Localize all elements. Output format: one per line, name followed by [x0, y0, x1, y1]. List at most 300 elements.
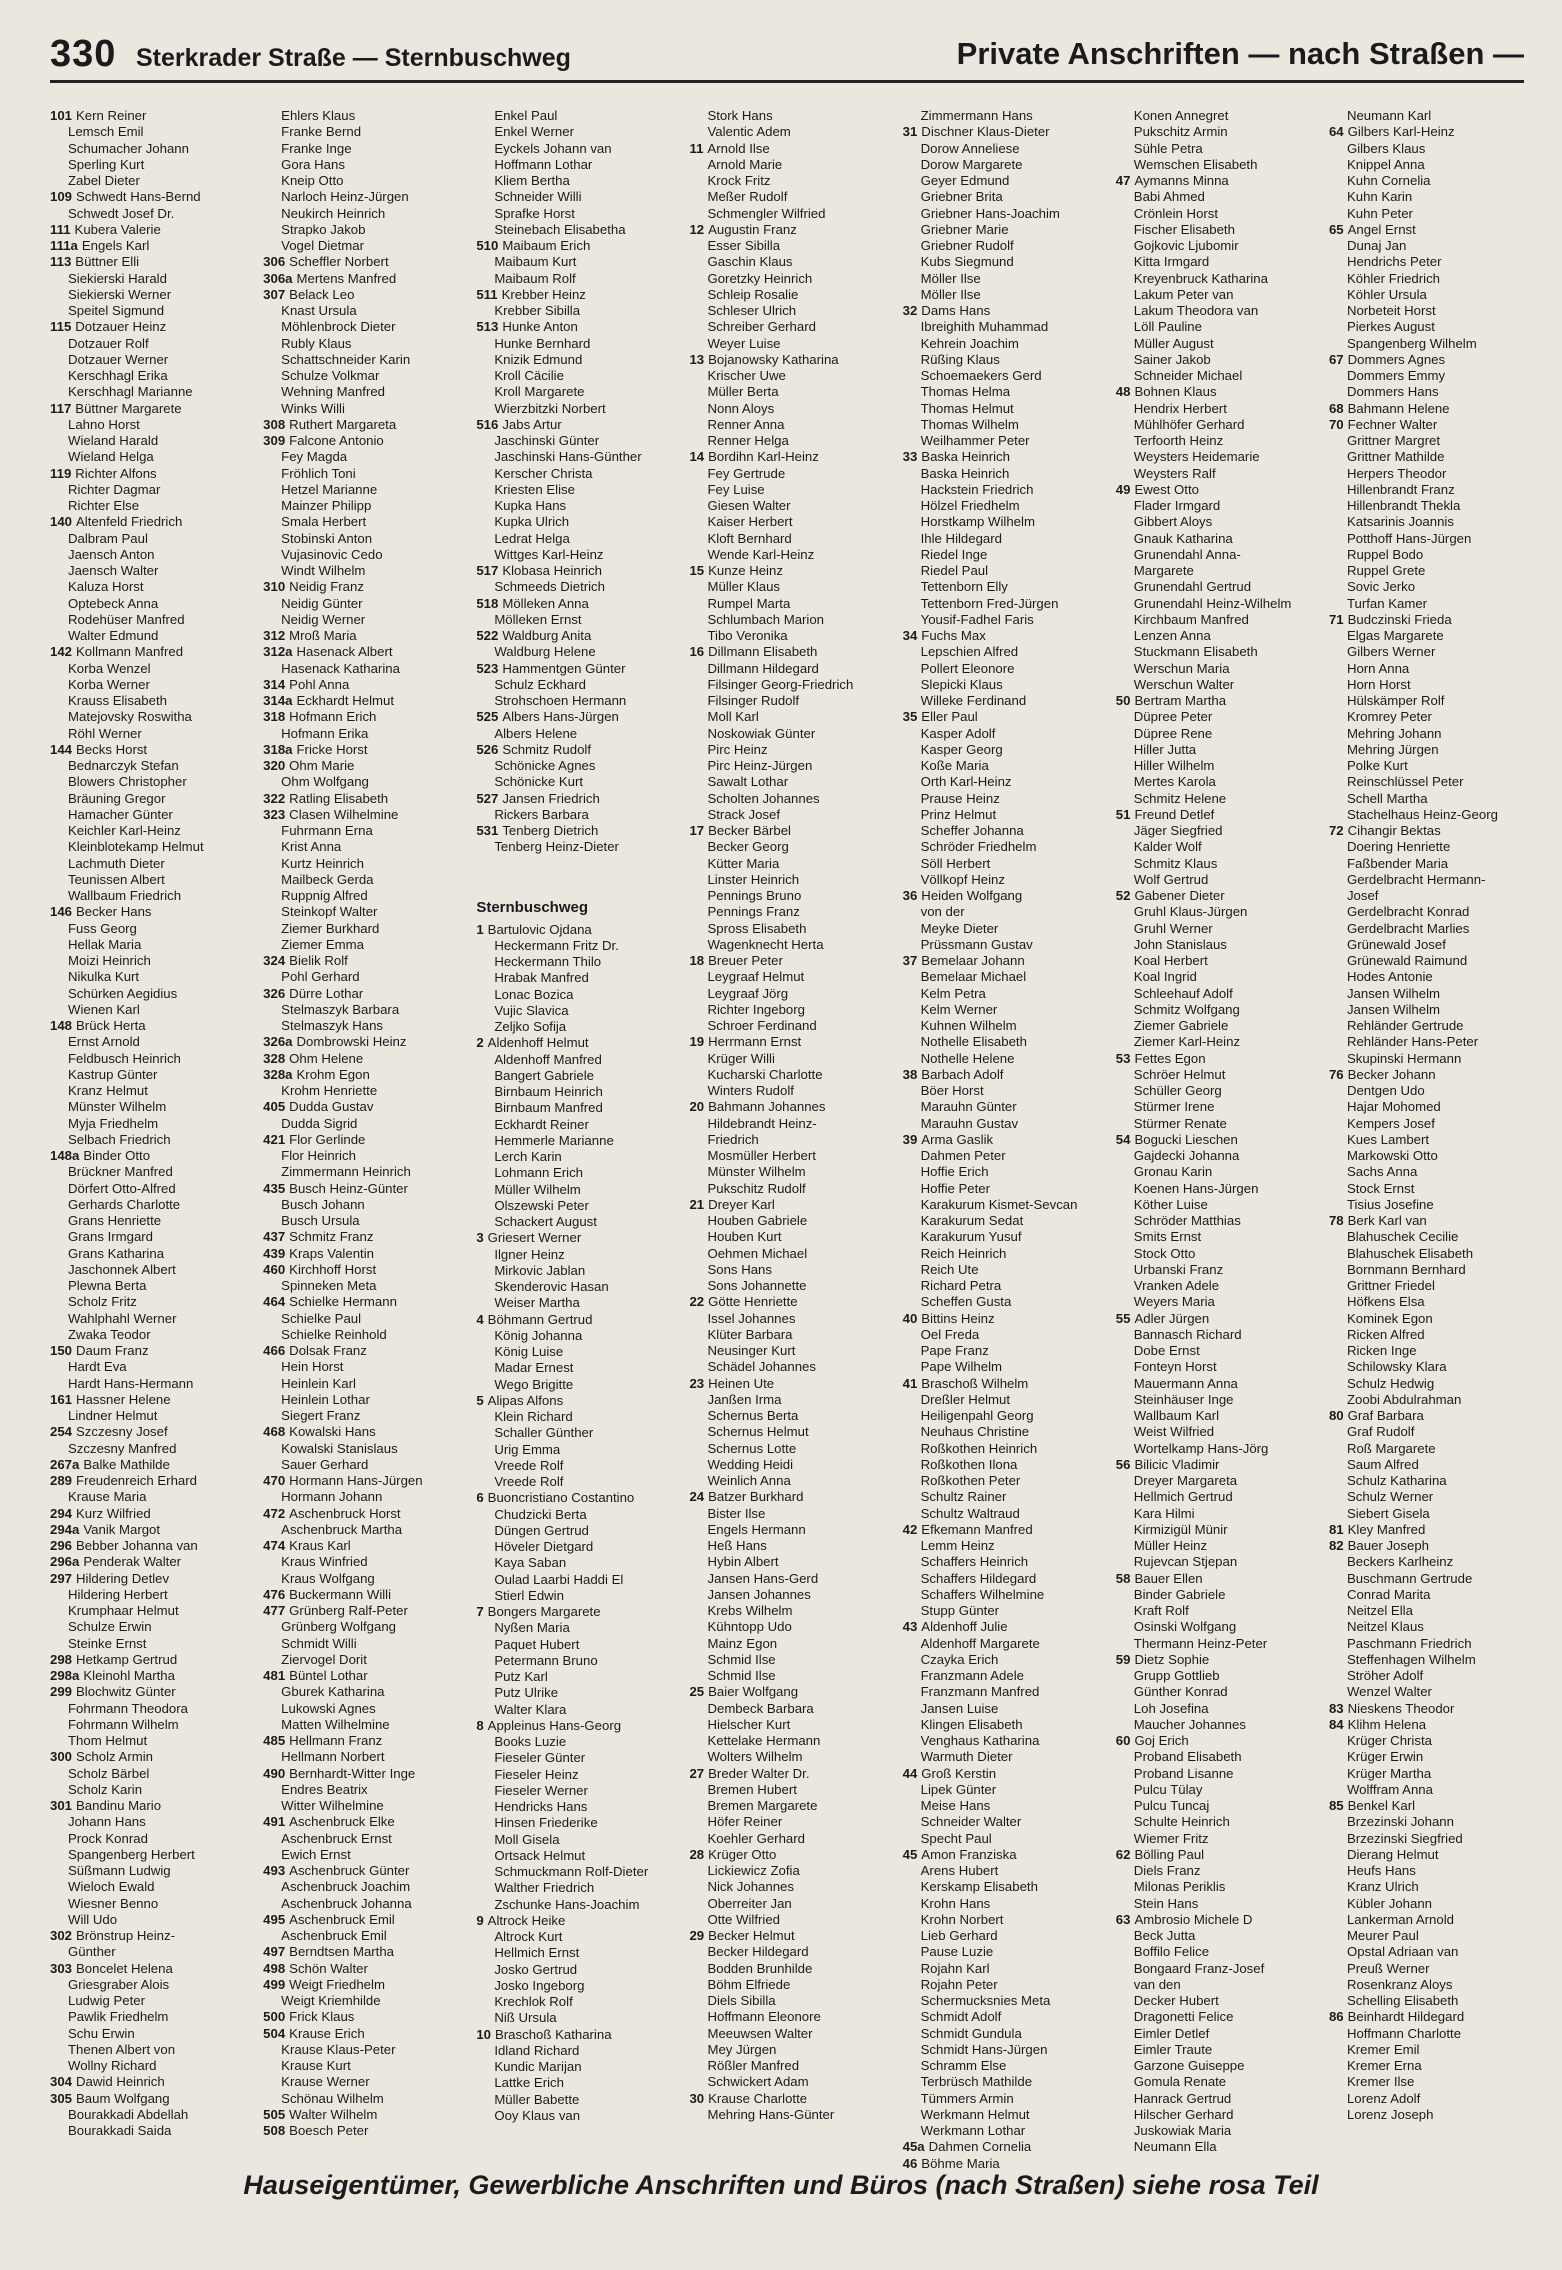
resident-entry: Altrock Kurt	[494, 1929, 563, 1944]
resident-entry: Hielscher Kurt	[707, 1716, 791, 1732]
resident-entry: 513 Hunke Anton	[476, 319, 578, 335]
resident-entry: Schernus Berta	[707, 1408, 799, 1423]
resident-entry: Pape Franz	[920, 1343, 989, 1358]
house-number: 47	[1115, 173, 1131, 188]
resident-entry: Diels Franz	[1133, 1863, 1201, 1878]
resident-entry: Krause Werner	[281, 2074, 370, 2090]
house-number: 323	[263, 806, 286, 822]
house-number: 10	[476, 2026, 491, 2042]
resident-entry: 497 Berndtsen Martha	[263, 1944, 394, 1960]
resident-entry: Schernus Helmut	[707, 1424, 809, 1440]
resident-entry: Kühntopp Udo	[707, 1619, 792, 1635]
resident-entry: 46 Böhme Maria	[902, 2155, 1000, 2171]
resident-entry: Geyer Edmund	[920, 173, 1010, 188]
resident-entry: Idland Richard	[494, 2042, 580, 2058]
resident-entry: Jaschinski Hans-Günther	[494, 449, 642, 465]
resident-entry: Petermann Bruno	[494, 1652, 598, 1668]
resident-entry: 472 Aschenbruck Horst	[263, 1505, 401, 1521]
resident-entry: Gomula Renate	[1133, 2074, 1227, 2090]
resident-entry: Aschenbruck Emil	[281, 1928, 387, 1943]
resident-entry: Höveler Dietgard	[494, 1539, 594, 1554]
resident-entry: Ströher Adolf	[1346, 1668, 1424, 1683]
resident-entry: Krause Kurt	[281, 2058, 351, 2073]
resident-entry: Wolffram Anna	[1346, 1781, 1433, 1797]
resident-entry: Garzone Guiseppe	[1133, 2058, 1245, 2073]
resident-entry: Koenen Hans-Jürgen	[1133, 1180, 1259, 1196]
resident-entry: Wieland Harald	[68, 433, 159, 448]
resident-entry: Kerschhagl Marianne	[68, 384, 193, 400]
resident-entry: Schönicke Agnes	[494, 758, 596, 773]
resident-entry: Strack Josef	[707, 806, 781, 822]
resident-entry: König Luise	[494, 1344, 564, 1359]
resident-entry: Knast Ursula	[281, 303, 357, 318]
resident-entry: 531 Tenberg Dietrich	[476, 823, 599, 838]
resident-entry: Weigt Kriemhilde	[281, 1993, 381, 2008]
resident-entry: Bremen Hubert	[707, 1781, 797, 1797]
resident-entry: Krock Fritz	[707, 173, 771, 188]
resident-entry: Lukowski Agnes	[281, 1700, 376, 1716]
house-number: 314	[263, 676, 286, 692]
resident-entry: Lieb Gerhard	[920, 1928, 998, 1943]
resident-entry: Hoffmann Eleonore	[707, 2009, 821, 2025]
resident-entry: Walther Friedrich	[494, 1880, 595, 1896]
resident-entry: Dembeck Barbara	[707, 1700, 814, 1716]
resident-entry: Specht Paul	[920, 1830, 992, 1846]
resident-entry: Tenberg Heinz-Dieter	[494, 839, 619, 855]
resident-entry: 508 Boesch Peter	[263, 2123, 369, 2138]
resident-entry: Weyers Maria	[1133, 1294, 1215, 1310]
resident-entry: 148 Brück Herta	[50, 1018, 146, 1033]
resident-entry: Böhm Elfriede	[707, 1976, 791, 1992]
resident-entry: Lorenz Joseph	[1346, 2106, 1434, 2122]
resident-entry: Aldenhoff Manfred	[494, 1051, 602, 1067]
resident-entry: Neitzel Ella	[1346, 1603, 1413, 1618]
resident-entry: 439 Kraps Valentin	[263, 1245, 374, 1261]
house-number: 119	[50, 465, 72, 481]
resident-entry: Doering Henriette	[1346, 839, 1451, 855]
resident-entry: Kelm Werner	[920, 1001, 998, 1017]
resident-entry: Ilgner Heinz	[494, 1246, 565, 1262]
resident-entry: Lakum Theodora van	[1133, 303, 1259, 318]
resident-entry: 115 Dotzauer Heinz	[50, 319, 167, 335]
resident-entry: Wagenknecht Herta	[707, 936, 824, 952]
resident-entry: Sachs Anna	[1346, 1164, 1418, 1180]
resident-entry: Milonas Periklis	[1133, 1879, 1226, 1895]
house-number: 303	[50, 1960, 73, 1976]
resident-entry: Hemmerle Marianne	[494, 1132, 614, 1148]
resident-entry: Stupp Günter	[920, 1603, 1000, 1618]
resident-entry: Fonteyn Horst	[1133, 1359, 1217, 1375]
resident-entry: 67 Dommers Agnes	[1328, 351, 1446, 367]
resident-entry: Kasper Adolf	[920, 725, 996, 741]
resident-entry: Thenen Albert von	[68, 2041, 176, 2057]
resident-entry: Fröhlich Toni	[281, 465, 356, 481]
resident-entry: 78 Berk Karl van	[1328, 1213, 1427, 1228]
resident-entry: Gilbers Klaus	[1346, 140, 1426, 156]
resident-entry: 470 Hormann Hans-Jürgen	[263, 1473, 423, 1488]
resident-entry: 500 Frick Klaus	[263, 2009, 355, 2025]
house-number: 36	[902, 888, 918, 903]
resident-entry: Venghaus Katharina	[920, 1733, 1040, 1748]
resident-entry: Stelmaszyk Hans	[281, 1018, 384, 1033]
resident-entry: Süßmann Ludwig	[68, 1863, 171, 1878]
resident-entry: Mainzer Philipp	[281, 498, 372, 513]
resident-entry: Matten Wilhelmine	[281, 1716, 390, 1732]
resident-entry: Meurer Paul	[1346, 1928, 1419, 1943]
house-number: 493	[263, 1863, 286, 1878]
resident-entry: Franzmann Adele	[920, 1668, 1024, 1683]
resident-entry: Tisius Josefine	[1346, 1196, 1434, 1212]
house-number: 405	[263, 1099, 286, 1115]
resident-entry: 476 Buckermann Willi	[263, 1586, 392, 1602]
resident-entry: 140 Altenfeld Friedrich	[50, 514, 183, 530]
house-number: 470	[263, 1473, 286, 1488]
resident-entry: Kreyenbruck Katharina	[1133, 270, 1268, 286]
resident-entry: Schielke Reinhold	[281, 1326, 387, 1342]
resident-entry: Rumpel Marta	[707, 595, 791, 611]
house-number: 67	[1328, 351, 1344, 367]
resident-entry: Schulte Heinrich	[1133, 1814, 1230, 1830]
resident-entry: 40 Bittins Heinz	[902, 1310, 995, 1326]
resident-entry: Reich Heinrich	[920, 1245, 1007, 1261]
resident-entry: Schlumbach Marion	[707, 611, 825, 627]
house-number: 44	[902, 1765, 918, 1781]
resident-entry: Filsinger Rudolf	[707, 693, 800, 708]
resident-entry: Krauss Elisabeth	[68, 693, 167, 708]
house-number: 31	[902, 124, 918, 140]
house-number: 115	[50, 319, 72, 335]
resident-entry: Willeke Ferdinand	[920, 693, 1027, 708]
resident-entry: Gerdelbracht Hermann-	[1346, 871, 1486, 887]
house-number: 33	[902, 449, 918, 465]
house-number: 76	[1328, 1066, 1344, 1082]
resident-entry: Proband Lisanne	[1133, 1765, 1234, 1781]
resident-entry: Stürmer Irene	[1133, 1099, 1215, 1115]
resident-entry: Kranz Ulrich	[1346, 1879, 1419, 1895]
resident-entry: Skenderovic Hasan	[494, 1279, 609, 1294]
resident-entry: Dentgen Udo	[1346, 1083, 1425, 1098]
resident-entry: 70 Fechner Walter	[1328, 416, 1438, 432]
resident-entry: Eckhardt Reiner	[494, 1116, 589, 1132]
resident-entry: Paschmann Friedrich	[1346, 1635, 1472, 1651]
house-number: 254	[50, 1424, 73, 1440]
resident-entry: Kerscher Christa	[494, 465, 593, 481]
house-number: 7	[476, 1604, 484, 1619]
resident-entry: 35 Eller Paul	[902, 709, 978, 725]
resident-entry: Wolf Gertrud	[1133, 871, 1209, 887]
house-number: 464	[263, 1294, 286, 1310]
resident-entry: Lohmann Erich	[494, 1165, 584, 1181]
resident-entry: Ziemer Karl-Heinz	[1133, 1034, 1241, 1050]
resident-entry: Turfan Kamer	[1346, 595, 1428, 611]
resident-entry: Warmuth Dieter	[920, 1749, 1013, 1765]
house-number: 14	[689, 449, 705, 465]
resident-entry: Hildering Herbert	[68, 1586, 168, 1602]
resident-entry: Selbach Friedrich	[68, 1131, 171, 1147]
house-number: 294	[50, 1505, 73, 1521]
resident-entry: Lorenz Adolf	[1346, 2090, 1421, 2106]
resident-entry: Pukschitz Rudolf	[707, 1180, 806, 1196]
resident-entry: Lemm Heinz	[920, 1538, 995, 1553]
resident-entry: Mosmüller Herbert	[707, 1148, 816, 1163]
resident-entry: Opstal Adriaan van	[1346, 1944, 1459, 1960]
resident-entry: Franzmann Manfred	[920, 1684, 1040, 1700]
resident-entry: 11 Arnold Ilse	[689, 140, 770, 156]
house-number: 72	[1328, 823, 1344, 838]
resident-entry: 437 Schmitz Franz	[263, 1229, 374, 1245]
house-number: 522	[476, 628, 499, 643]
resident-entry: Hybin Albert	[707, 1554, 779, 1570]
resident-entry: Pulcu Tuncaj	[1133, 1798, 1210, 1813]
resident-entry: Hetzel Marianne	[281, 481, 378, 497]
resident-entry: Böer Horst	[920, 1083, 984, 1098]
resident-entry: Schönau Wilhelm	[281, 2090, 384, 2106]
resident-entry: Höfer Reiner	[707, 1814, 783, 1830]
resident-entry: 298 Hetkamp Gertrud	[50, 1651, 178, 1667]
house-number: 300	[50, 1749, 73, 1765]
resident-entry: 481 Büntel Lothar	[263, 1668, 368, 1683]
house-number: 78	[1328, 1213, 1344, 1228]
resident-entry: Wittges Karl-Heinz	[494, 546, 604, 562]
resident-entry: Jansen Wilhelm	[1346, 985, 1441, 1001]
resident-entry: Kitta Irmgard	[1133, 254, 1210, 270]
resident-entry: 498 Schön Walter	[263, 1960, 368, 1976]
house-number: 297	[50, 1570, 73, 1586]
resident-entry: Sühle Petra	[1133, 140, 1203, 156]
resident-entry: 323 Clasen Wilhelmine	[263, 806, 399, 822]
resident-entry: Winters Rudolf	[707, 1083, 794, 1098]
section-title: Private Anschriften — nach Straßen —	[956, 36, 1524, 71]
house-number: 1	[476, 921, 484, 937]
resident-entry: Köhler Friedrich	[1346, 270, 1441, 286]
resident-entry: 491 Aschenbruck Elke	[263, 1814, 395, 1830]
resident-entry: Meyke Dieter	[920, 920, 999, 936]
resident-entry: Kominek Egon	[1346, 1310, 1433, 1326]
resident-entry: Hackstein Friedrich	[920, 481, 1034, 497]
resident-entry: Hodes Antonie	[1346, 969, 1433, 985]
resident-entry: Reinschlüssel Peter	[1346, 774, 1464, 790]
resident-entry: Kübler Johann	[1346, 1895, 1432, 1911]
resident-entry: Szczesny Manfred	[68, 1440, 177, 1456]
resident-entry: Fey Magda	[281, 449, 348, 465]
resident-entry: Tümmers Armin	[920, 2090, 1014, 2106]
resident-entry: Eimler Detlef	[1133, 2025, 1210, 2041]
resident-entry: 43 Aldenhoff Julie	[902, 1619, 1008, 1635]
resident-entry: Sovic Jerko	[1346, 579, 1416, 595]
resident-entry: Teunissen Albert	[68, 871, 165, 887]
resident-entry: John Stanislaus	[1133, 936, 1227, 952]
resident-entry: Roßkothen Ilona	[920, 1456, 1018, 1472]
address-column	[1329, 108, 1532, 2142]
resident-entry: Heiligenpahl Georg	[920, 1408, 1034, 1423]
resident-entry: Hoffmann Lothar	[494, 156, 593, 172]
resident-entry: Schreiber Gerhard	[707, 319, 816, 335]
resident-entry: Schmeeds Dietrich	[494, 579, 605, 595]
resident-entry: Grunendahl Anna-	[1133, 546, 1241, 562]
resident-entry: Karakurum Sedat	[920, 1213, 1024, 1228]
resident-entry: Giesen Walter	[707, 498, 791, 513]
house-number: 421	[263, 1131, 286, 1147]
resident-entry: Schackert August	[494, 1214, 597, 1229]
resident-entry: Mühlhöfer Gerhard	[1133, 416, 1245, 432]
resident-entry: Düpree Peter	[1133, 709, 1213, 725]
resident-entry: 41 Braschoß Wilhelm	[902, 1375, 1029, 1391]
resident-entry: Schaller Günther	[494, 1425, 594, 1441]
resident-entry: Birnbaum Heinrich	[494, 1084, 603, 1099]
house-number: 310	[263, 579, 286, 595]
house-number: 491	[263, 1814, 286, 1830]
resident-entry: 306 Scheffler Norbert	[263, 254, 389, 270]
resident-entry: Hrabak Manfred	[494, 970, 589, 986]
resident-entry: Klein Richard	[494, 1409, 573, 1424]
resident-entry: Oehmen Michael	[707, 1245, 808, 1261]
resident-entry: Bourakkadi Abdellah	[68, 2106, 189, 2122]
house-number: 296a	[50, 1554, 80, 1570]
resident-entry: Schoemaekers Gerd	[920, 368, 1042, 383]
resident-entry: Münster Wilhelm	[707, 1164, 806, 1180]
house-number: 27	[689, 1765, 705, 1781]
resident-entry: Spinneken Meta	[281, 1278, 377, 1293]
resident-entry: Prinz Helmut	[920, 806, 997, 822]
resident-entry: 517 Klobasa Heinrich	[476, 563, 603, 578]
resident-entry: Kneip Otto	[281, 173, 344, 188]
resident-entry: Margarete	[1133, 563, 1194, 578]
resident-entry: 65 Angel Ernst	[1328, 221, 1416, 237]
resident-entry: Blowers Christopher	[68, 774, 187, 790]
resident-entry: Books Luzie	[494, 1734, 567, 1749]
resident-entry: Pierkes August	[1346, 319, 1435, 335]
resident-entry: Putz Ulrike	[494, 1685, 559, 1701]
resident-entry: Rosenkranz Aloys	[1346, 1976, 1453, 1992]
resident-entry: 466 Dolsak Franz	[263, 1343, 367, 1358]
resident-entry: Hellmich Gertrud	[1133, 1489, 1233, 1505]
resident-entry: Schmengler Wilfried	[707, 205, 826, 221]
resident-entry: Mertes Karola	[1133, 774, 1216, 790]
resident-entry: Werkmann Lothar	[920, 2123, 1026, 2138]
resident-entry: Schmitz Wolfgang	[1133, 1001, 1240, 1017]
house-number: 3	[476, 1230, 484, 1246]
resident-entry: Schu Erwin	[68, 2025, 135, 2041]
resident-entry: 3 Griesert Werner	[476, 1230, 582, 1246]
resident-entry: Hellak Maria	[68, 936, 142, 952]
resident-entry: 83 Nieskens Theodor	[1328, 1700, 1455, 1716]
house-number: 34	[902, 628, 918, 643]
house-number: 113	[50, 254, 72, 270]
resident-entry: Ludwig Peter	[68, 1993, 145, 2008]
house-number: 318	[263, 709, 286, 725]
resident-entry: 302 Brönstrup Heinz-	[50, 1928, 175, 1943]
house-number: 497	[263, 1944, 286, 1960]
resident-entry: 464 Schielke Hermann	[263, 1294, 397, 1310]
resident-entry: 119 Richter Alfons	[50, 465, 157, 481]
resident-entry: Schmidt Hans-Jürgen	[920, 2041, 1048, 2057]
resident-entry: 294 Kurz Wilfried	[50, 1505, 151, 1521]
resident-entry: Maucher Johannes	[1133, 1716, 1246, 1732]
resident-entry: 527 Jansen Friedrich	[476, 790, 600, 806]
resident-entry: Spangenberg Herbert	[68, 1846, 195, 1862]
resident-entry: Aschenbruck Joachim	[281, 1879, 411, 1895]
resident-entry: Wollny Richard	[68, 2058, 157, 2073]
resident-entry: 29 Becker Helmut	[689, 1928, 795, 1943]
resident-entry: Jansen Wilhelm	[1346, 1001, 1441, 1017]
resident-entry: Griebner Rudolf	[920, 238, 1014, 253]
resident-entry: Vujic Slavica	[494, 1002, 569, 1018]
resident-entry: Roßkothen Peter	[920, 1473, 1021, 1488]
resident-entry: Thomas Wilhelm	[920, 416, 1019, 432]
resident-entry: Hofmann Erika	[281, 725, 369, 741]
resident-entry: Matejovsky Roswitha	[68, 709, 192, 725]
resident-entry: Zoobi Abdulrahman	[1346, 1391, 1462, 1407]
house-number: 294a	[50, 1521, 80, 1537]
resident-entry: Rößler Manfred	[707, 2058, 800, 2073]
resident-entry: Schwedt Josef Dr.	[68, 205, 175, 221]
resident-entry: Gibbert Aloys	[1133, 514, 1213, 530]
resident-entry: Dorow Margarete	[920, 156, 1023, 172]
resident-entry: Stobinski Anton	[281, 530, 373, 546]
resident-entry: Neidig Günter	[281, 595, 363, 611]
resident-entry: Steinke Ernst	[68, 1635, 147, 1651]
resident-entry: Skupinski Hermann	[1346, 1050, 1462, 1066]
resident-entry: Schmidt Adolf	[920, 2009, 1002, 2025]
house-number: 499	[263, 1976, 286, 1992]
resident-entry: Saum Alfred	[1346, 1456, 1419, 1472]
resident-entry: Prause Heinz	[920, 790, 1000, 806]
resident-entry: Knizik Edmund	[494, 351, 583, 367]
resident-entry: Kleinblotekamp Helmut	[68, 839, 204, 855]
resident-entry: 48 Bohnen Klaus	[1115, 384, 1217, 400]
resident-entry: Keichler Karl-Heinz	[68, 823, 181, 838]
resident-entry: Kraus Winfried	[281, 1554, 368, 1570]
resident-entry: Meßer Rudolf	[707, 189, 788, 205]
resident-entry: Kremer Erna	[1346, 2058, 1422, 2073]
address-column	[476, 108, 679, 2142]
resident-entry: 421 Flor Gerlinde	[263, 1131, 366, 1147]
resident-entry: 20 Bahmann Johannes	[689, 1099, 826, 1115]
house-number: 526	[476, 741, 499, 757]
resident-entry: Dalbram Paul	[68, 530, 148, 546]
resident-entry: Scholz Karin	[68, 1781, 143, 1797]
resident-entry: Noskowiak Günter	[707, 725, 816, 741]
resident-entry: Kremer Emil	[1346, 2041, 1420, 2057]
resident-entry: Gaschin Klaus	[707, 254, 793, 270]
resident-entry: Stachelhaus Heinz-Georg	[1346, 806, 1498, 822]
resident-entry: Wiemer Fritz	[1133, 1830, 1209, 1846]
resident-entry: Korba Wenzel	[68, 660, 151, 676]
page-header	[50, 30, 1524, 83]
resident-entry: Koal Ingrid	[1133, 969, 1197, 985]
resident-entry: 17 Becker Bärbel	[689, 823, 791, 838]
resident-entry: Arens Hubert	[920, 1863, 999, 1878]
resident-entry: Albers Helene	[494, 725, 578, 741]
resident-entry: Hendrix Herbert	[1133, 400, 1227, 416]
resident-entry: 52 Gabener Dieter	[1115, 888, 1225, 903]
resident-entry: Ruppnig Alfred	[281, 888, 368, 903]
resident-entry: 10 Braschoß Katharina	[476, 2026, 612, 2042]
house-number: 51	[1115, 806, 1131, 822]
house-number: 28	[689, 1846, 705, 1862]
resident-entry: 113 Büttner Elli	[50, 254, 140, 270]
resident-entry: Nothelle Helene	[920, 1050, 1015, 1066]
resident-entry: 304 Dawid Heinrich	[50, 2074, 165, 2090]
resident-entry: 39 Arma Gaslik	[902, 1131, 994, 1147]
resident-entry: Köhler Ursula	[1346, 286, 1427, 302]
resident-entry: Scholten Johannes	[707, 790, 820, 806]
resident-entry: 307 Belack Leo	[263, 286, 355, 302]
resident-entry: Boffilo Felice	[1133, 1944, 1210, 1960]
resident-entry: Ooy Klaus van	[494, 2107, 581, 2123]
resident-entry: 499 Weigt Friedhelm	[263, 1976, 385, 1992]
resident-entry: Renner Anna	[707, 416, 785, 432]
